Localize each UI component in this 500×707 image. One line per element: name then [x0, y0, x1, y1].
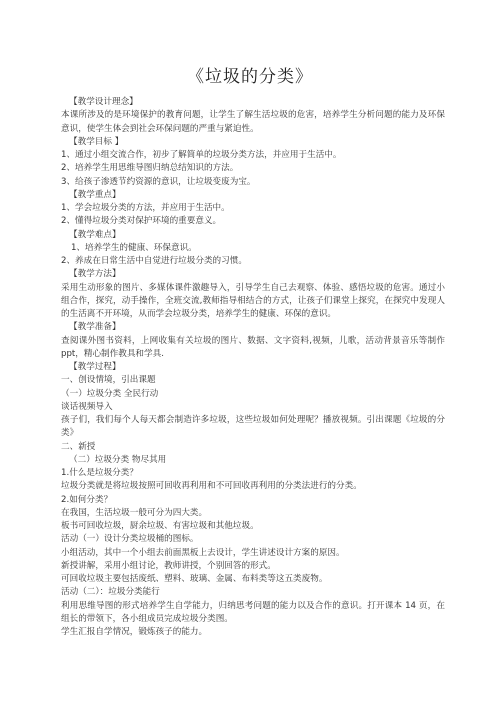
activity-text: 小组活动，其中一个小组去前面黑板上去设计，学生讲述设计方案的原因。 [61, 547, 345, 558]
method-text: 采用生动形象的图片、多媒体课件激趣导入，引导学生自己去观察、体验、感悟垃圾的危害。通过小组合作，探究，动手操作，全班交流,教师指导相结合的方式，让孩子们课堂上探究，在探究中发现人的生活离不开环境，从而学会垃圾分类，培养学生的健康、环保的意识。 [61, 282, 445, 319]
subsection-heading: （一）垃圾分类 全民行动 [61, 388, 159, 399]
document-body [61, 96, 445, 639]
question: 1.什么是垃圾分类？ [61, 468, 138, 478]
goal-item: 3、给孩子渗透节约资源的意识，让垃圾变废为宝。 [61, 176, 256, 187]
goals-heading: 【教学目标 】 [69, 136, 124, 147]
difficult-heading: 【教学难点】 [69, 229, 121, 240]
key-point: 2、懂得垃圾分类对保护环境的重要意义。 [61, 216, 222, 227]
activity-heading: 活动（一）设计分类垃圾桶的图标。 [61, 534, 199, 545]
difficult-point: 1、培养学生的健康、环保意识。 [71, 242, 197, 253]
video-intro: 谈话视频导入 [61, 401, 113, 412]
board-note: 板书可回收垃圾，厨余垃圾、有害垃圾和其他垃圾。 [61, 521, 259, 531]
answer: 垃圾分类就是将垃圾按照可回收再利用和不可回收再利用的分类法进行的分类。 [61, 481, 362, 492]
intro-text: 孩子们，我们每个人每天都会制造许多垃圾，这些垃圾如何处理呢？播放视频。引出课题《垃圾的分类》 [61, 415, 445, 439]
section-heading: 二、新授 [61, 441, 96, 452]
method-heading: 【教学方法】 [69, 269, 121, 280]
prep-heading: 【教学准备】 [69, 322, 121, 333]
recyclable-note: 可回收垃圾主要包括废纸、塑料、玻璃、金属、布料类等这五类废物。 [61, 574, 328, 584]
subsection-heading: （二）垃圾分类 物尽其用 [69, 454, 167, 465]
process-heading: 【教学过程】 [69, 362, 121, 372]
document-title: 《垃圾的分类》 [187, 67, 313, 87]
report-note: 学生汇报自学情况，锻炼孩子的能力。 [61, 627, 208, 637]
difficult-point: 2、养成在日常生活中自觉进行垃圾分类的习惯。 [61, 256, 247, 266]
activity-heading: 活动（二）：垃圾分类能行 [61, 587, 160, 598]
question: 2.如何分类？ [61, 494, 113, 505]
design-text: 本课所涉及的是环境保护的教育问题，让学生了解生活垃圾的危害，培养学生分析问题的能力及环保意识，使学生体会到社会环保问题的严重与紧迫性。 [61, 110, 445, 134]
goal-item: 2、培养学生用思维导图归纳总结知识的方法。 [61, 163, 239, 174]
answer: 在我国，生活垃圾一般可分为四大类。 [61, 507, 208, 518]
prep-text: 查阅课外图书资料，上网收集有关垃圾的图片、数据、文字资料,视频，儿歌，活动背景音乐等制作 ppt，精心制作教具和学具. [61, 335, 445, 359]
design-heading: 【教学设计理念】 [69, 97, 138, 107]
key-point: 1、学会垃圾分类的方法，并应用于生活中。 [61, 203, 230, 213]
activity-text: 利用思维导图的形式培养学生自学能力，归纳思考问题的能力以及合作的意识。打开课本 14 页，在组长的带领下，各小组成员完成垃圾分类图。 [61, 600, 445, 624]
key-heading: 【教学重点】 [69, 189, 121, 200]
section-heading: 一、创设情境，引出课题 [61, 375, 156, 386]
teaching-note: 新授讲解，采用小组讨论，教师讲授，个别回答的形式。 [61, 560, 276, 571]
goal-item: 1、通过小组交流合作，初步了解简单的垃圾分类方法，并应用于生活中。 [61, 150, 342, 160]
